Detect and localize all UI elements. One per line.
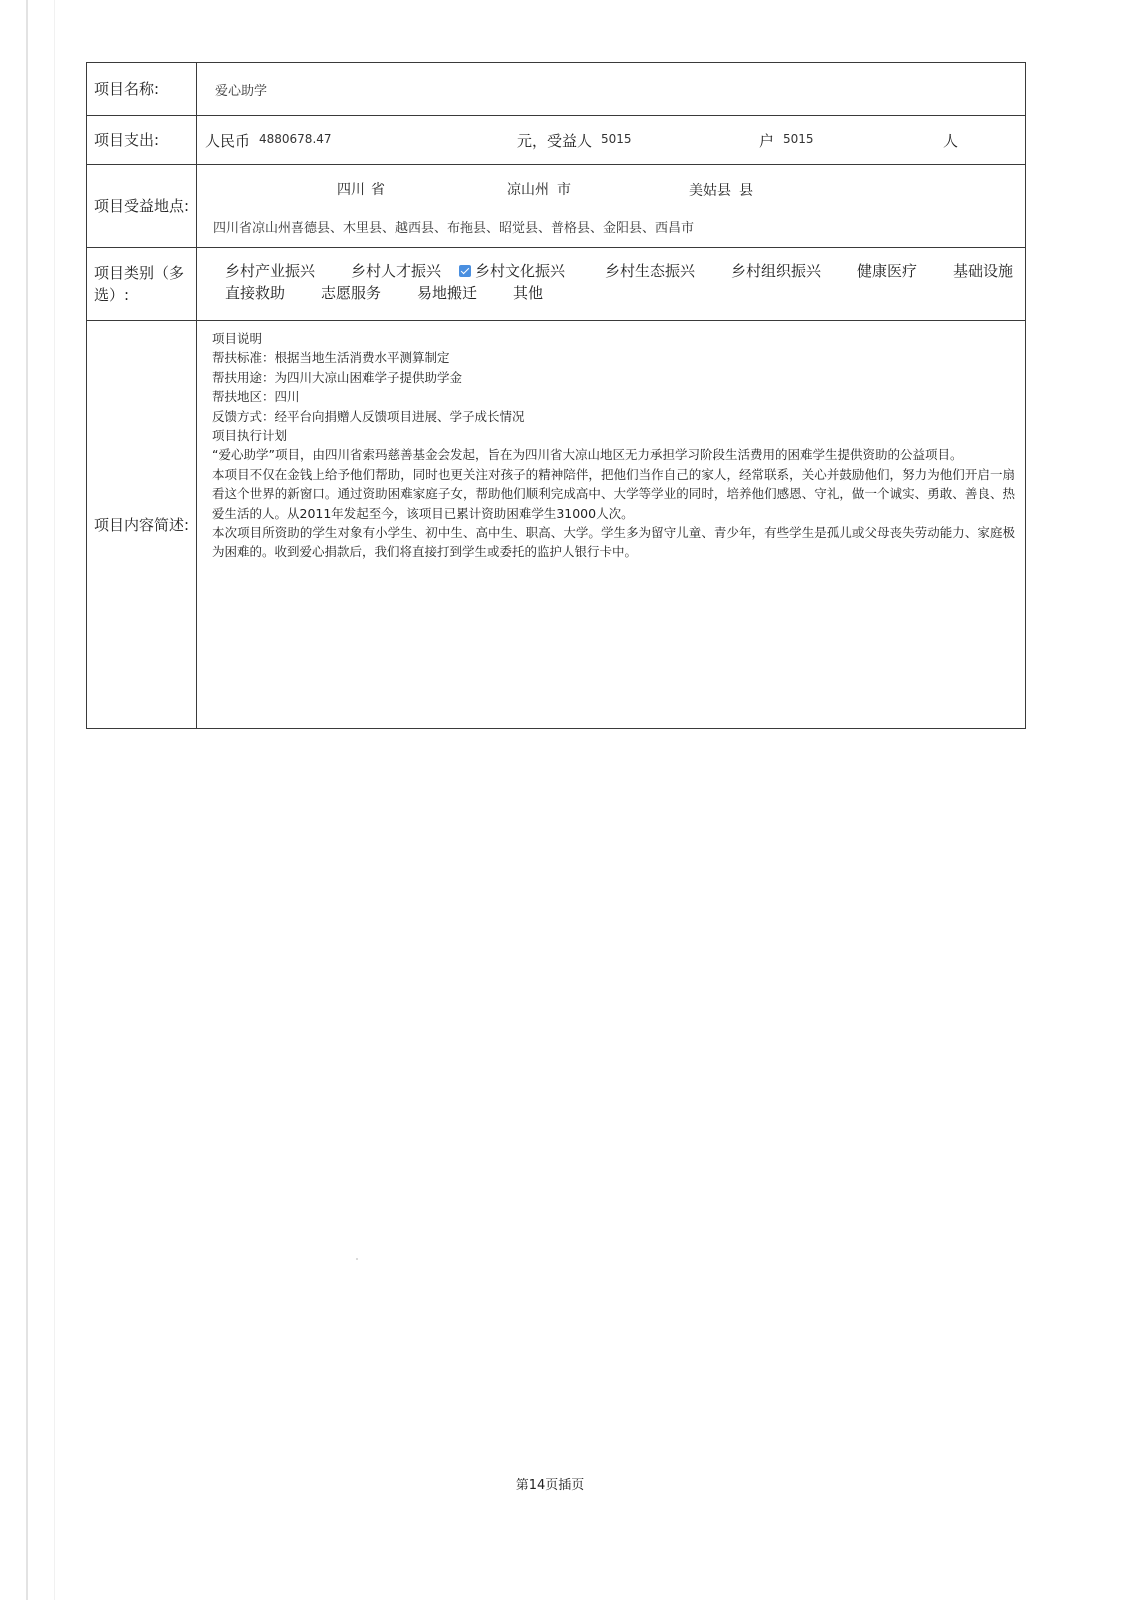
project-expense-label: 项目支出: [87,116,197,165]
beneficiary-people: 5015 [783,132,814,146]
project-content-cell [197,321,1026,729]
category-option-label: 乡村生态振兴 [605,262,696,280]
category-options [197,254,1025,314]
beneficiary-households: 5015 [601,132,632,146]
content-line: 帮扶用途：为四川大凉山困难学子提供助学金 [212,369,463,385]
row-project-category [87,248,1026,321]
category-option-label: 直接救助 [225,284,286,302]
category-option-label: 易地搬迁 [417,284,478,302]
scan-edge-left [26,0,28,1600]
content-line: 本项目不仅在金钱上给予他们帮助，同时也更关注对孩子的精神陪伴，把他们当作自己的家人，经常联系，关心并鼓励他们，努力为他们开启一扇看这个世界的新窗口。通过资助困难家庭子女，帮助他们顺利完成高中、大学等学业的同时，培养他们感恩、守礼，做一个诚实、勇敢、善良、热爱生活的人。从2011年发起至今，该项目已累计资助困难学生31000人次。 [212,466,1015,521]
row-project-expense [87,116,1026,165]
project-content-label: 项目内容简述: [87,321,197,729]
expense-line [197,122,1025,158]
category-option-label: 乡村组织振兴 [731,262,822,280]
category-option[interactable] [953,260,1013,281]
content-line: 项目执行计划 [212,428,288,444]
household-unit: 户 [759,132,775,150]
beneficiary-unit-label: 元，受益人 [517,132,593,150]
project-expense-cell [197,116,1026,165]
category-option[interactable] [731,260,821,281]
category-option[interactable] [857,260,917,281]
category-option[interactable] [351,260,441,281]
category-option-label: 其他 [513,284,544,302]
category-option[interactable] [321,282,381,303]
project-name-label: 项目名称: [87,63,197,116]
scan-speck [356,1258,358,1260]
content-line: 项目说明 [212,331,263,346]
content-line: 反馈方式：经平台向捐赠人反馈项目进展、学子成长情况 [212,408,525,424]
expense-amount: 4880678.47 [259,132,332,146]
category-option-label: 健康医疗 [857,262,918,280]
category-option-label: 志愿服务 [321,284,382,302]
category-option[interactable] [225,282,285,303]
location-detail: 四川省凉山州喜德县、木里县、越西县、布拖县、昭觉县、普格县、金阳县、西昌市 [213,221,695,236]
project-name-value: 爱心助学 [215,83,268,99]
content-line: 本次项目所资助的学生对象有小学生、初中生、高中生、职高、大学。学生多为留守儿童、青少年，有些学生是孤儿或父母丧失劳动能力、家庭极为困难的。收到爱心捐款后，我们将直接打到学生或委托的监护人银行卡中。 [212,525,1015,560]
row-project-location [87,165,1026,248]
city-unit: 市 [557,182,571,198]
people-unit: 人 [943,132,959,150]
row-project-content [87,321,1026,729]
project-info-table [86,62,1026,729]
category-option[interactable] [225,260,315,281]
project-name-value-cell [197,63,1026,116]
province-value: 四川 [337,182,365,198]
category-option-label: 乡村产业振兴 [225,262,316,280]
project-category-cell [197,248,1026,321]
county-value: 美姑县 [689,183,731,199]
project-location-cell [197,165,1026,248]
content-line: 帮扶标准：根据当地生活消费水平测算制定 [212,350,450,366]
currency-label: 人民币 [205,132,251,150]
row-project-name [87,63,1026,116]
content-line: “爱心助学”项目，由四川省索玛慈善基金会发起，旨在为四川省大凉山地区无力承担学习阶段生活费用的困难学生提供资助的公益项目。 [212,447,963,463]
location-wrap [197,171,1025,241]
category-option[interactable] [513,282,543,303]
category-option-label: 乡村人才振兴 [351,262,442,280]
category-option[interactable] [605,260,695,281]
project-location-label: 项目受益地点: [87,165,197,248]
category-option-label: 基础设施 [953,262,1014,280]
county-unit: 县 [739,183,753,199]
content-lines [212,329,1015,562]
category-option[interactable] [459,260,565,281]
province-unit: 省 [371,182,385,198]
category-option-label: 乡村文化振兴 [475,262,566,280]
project-category-label: 项目类别（多选）: [87,248,197,321]
checkbox-checked-icon[interactable] [459,265,471,277]
page-footer-note: 第14页插页 [515,1478,585,1493]
content-line: 帮扶地区：四川 [212,389,300,405]
city-value: 凉山州 [507,182,549,198]
scan-edge-left-faint [54,0,55,1600]
category-option[interactable] [417,282,477,303]
